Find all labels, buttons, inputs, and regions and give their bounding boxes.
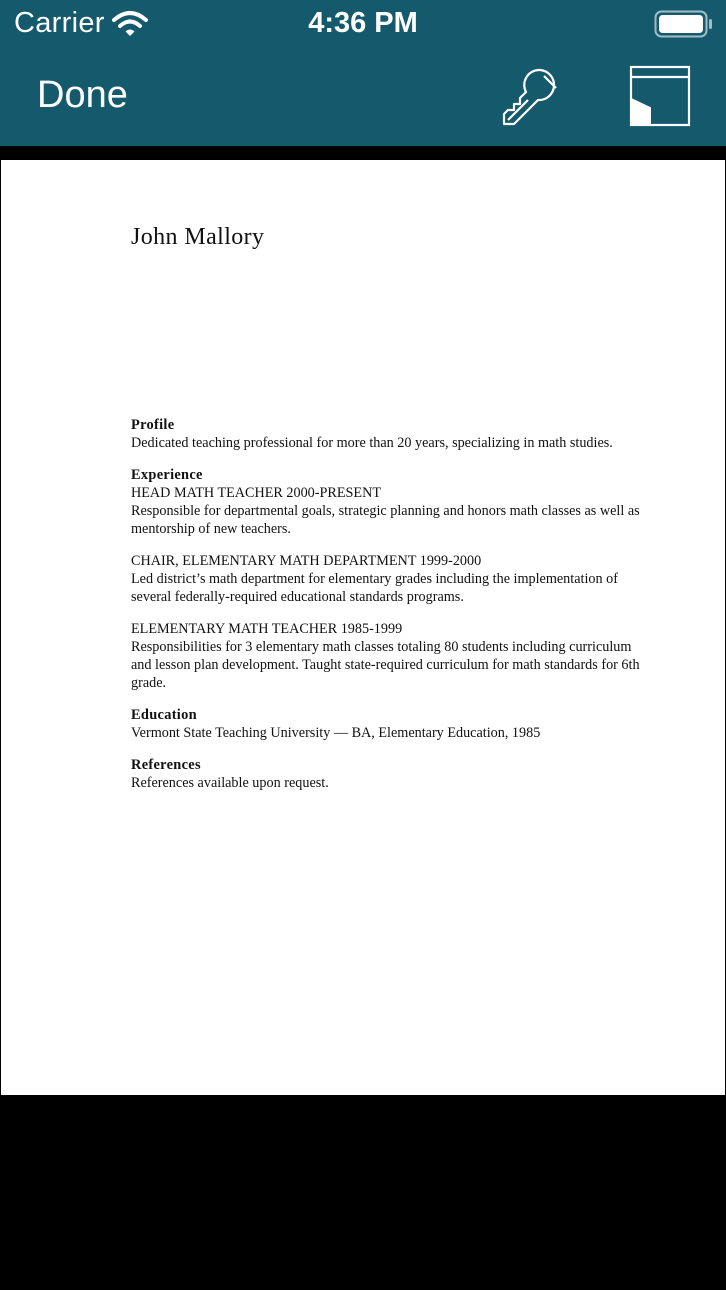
document-page — [1, 160, 725, 1095]
section-text: Dedicated teaching professional for more than 20 years, specializing in math studies. — [131, 435, 613, 451]
job-block — [131, 552, 651, 606]
section-title: Experience — [131, 467, 203, 483]
page-curl-icon[interactable] — [628, 64, 692, 128]
job-text: Responsibilities for 3 elementary math classes totaling 80 students including curriculum and lesson plan development. Taught state-required curriculum for math standards for 6th grade. — [131, 639, 640, 691]
profile-section — [131, 416, 651, 452]
references-section — [131, 756, 651, 792]
resume-sections — [131, 416, 651, 806]
section-title: Education — [131, 707, 197, 723]
job-heading: HEAD MATH TEACHER 2000-PRESENT — [131, 485, 381, 501]
separator — [0, 146, 726, 160]
section-title: Profile — [131, 417, 175, 433]
job-text: Led district’s math department for elementary grades including the implementation of several federally-required educational standards programs. — [131, 571, 618, 605]
status-time: 4:36 PM — [308, 7, 418, 39]
job-heading: ELEMENTARY MATH TEACHER 1985-1999 — [131, 621, 403, 637]
section-text: References available upon request. — [131, 775, 329, 791]
section-text: Vermont State Teaching University — BA, Elementary Education, 1985 — [131, 725, 541, 741]
key-icon[interactable] — [496, 64, 568, 128]
job-heading: CHAIR, ELEMENTARY MATH DEPARTMENT 1999-2000 — [131, 553, 482, 569]
done-button[interactable]: Done — [37, 74, 128, 116]
battery-icon — [654, 10, 714, 38]
job-text: Responsible for departmental goals, strategic planning and honors math classes as well as mentorship of new teachers. — [131, 503, 640, 537]
navigation-bar — [0, 0, 726, 146]
job-block — [131, 620, 651, 692]
section-title: References — [131, 757, 201, 773]
education-section — [131, 706, 651, 742]
resume-name: John Mallory — [131, 224, 265, 250]
carrier-label: Carrier — [14, 7, 105, 39]
experience-section — [131, 466, 651, 538]
status-bar — [0, 0, 726, 50]
